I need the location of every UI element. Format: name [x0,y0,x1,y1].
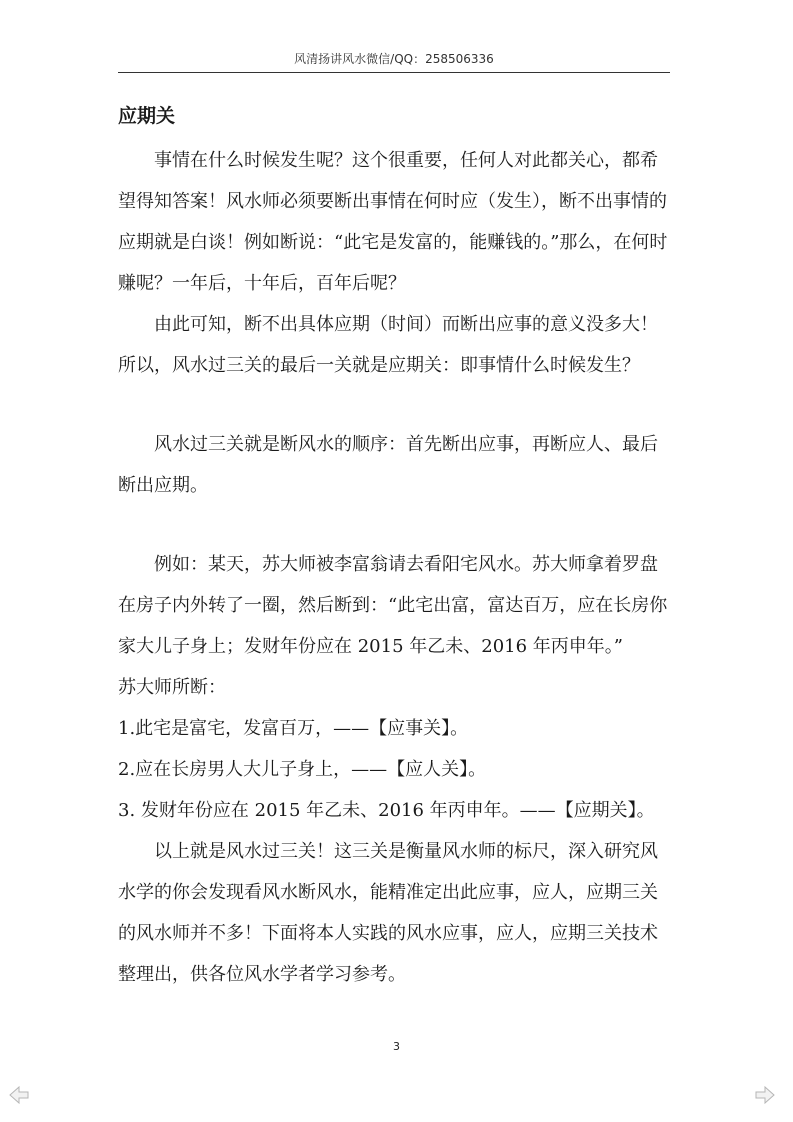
arrow-right-icon[interactable] [754,1086,776,1104]
paragraph: 事情在什么时候发生呢？这个很重要，任何人对此都关心，都希望得知答案！风水师必须要断出事情在何时应（发生），断不出事情的应期就是白谈！例如断说：“此宅是发富的，能赚钱的。”那么，在何时赚呢？一年后，十年后，百年后呢？ [118,150,668,294]
list-item: 1.此宅是富宅，发富百万，——【应事关】。 [118,718,469,739]
arrow-left-icon[interactable] [8,1086,30,1104]
header-rule [118,72,670,73]
document-body [118,92,674,995]
page-number: 3 [393,1040,400,1053]
list-item: 2.应在长房男人大儿子身上，——【应人关】。 [118,759,487,780]
list-item: 3. 发财年份应在 2015 年乙未、2016 年丙申年。——【应期关】。 [118,800,655,821]
paragraph: 苏大师所断： [118,677,226,698]
page-header: 风清扬讲风水微信/QQ：258506336 [294,52,494,66]
section-title: 应期关 [118,105,176,127]
blank-line [118,386,674,424]
paragraph: 由此可知，断不出具体应期（时间）而断出应事的意义没多大！所以，风水过三关的最后一关就是应期关：即事情什么时候发生？ [118,314,658,376]
paragraph: 风水过三关就是断风水的顺序：首先断出应事，再断应人、最后断出应期。 [118,434,658,496]
paragraph: 例如：某天，苏大师被李富翁请去看阳宅风水。苏大师拿着罗盘在房子内外转了一圈，然后断到：“此宅出富，富达百万，应在长房你家大儿子身上；发财年份应在 2015 年乙未、2016 年丙申年。” [118,554,668,657]
blank-line [118,506,674,544]
paragraph: 以上就是风水过三关！这三关是衡量风水师的标尺，深入研究风水学的你会发现看风水断风水，能精准定出此应事，应人，应期三关的风水师并不多！下面将本人实践的风水应事，应人，应期三关技术整理出，供各位风水学者学习参考。 [118,841,658,985]
